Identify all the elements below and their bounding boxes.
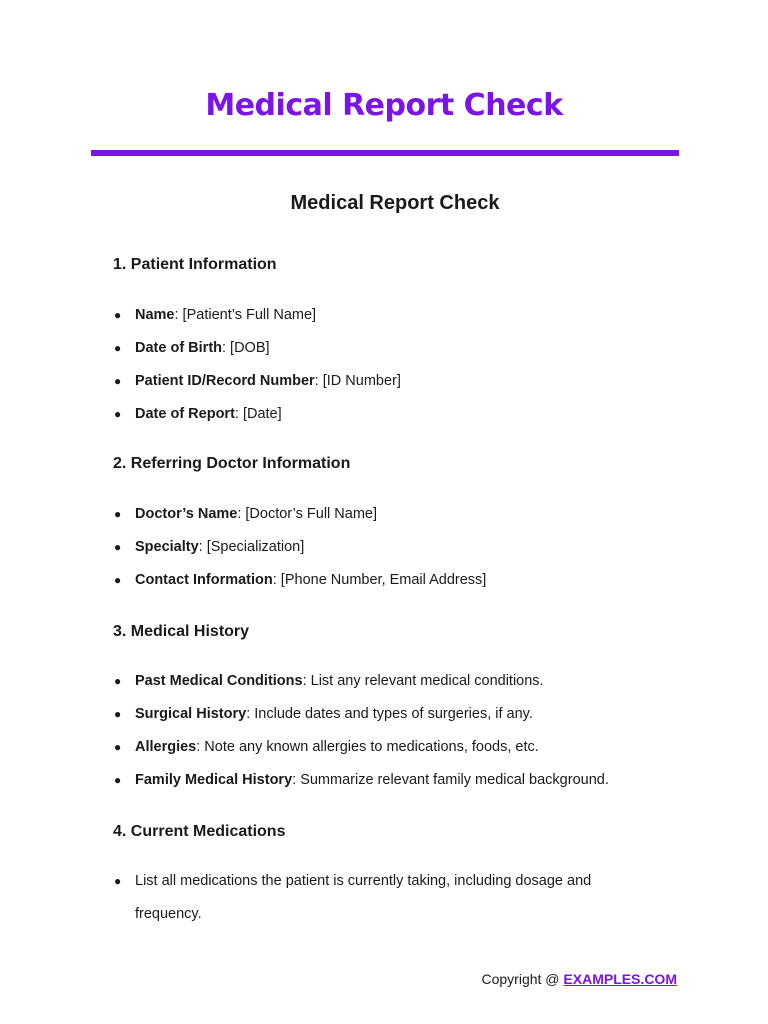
bullet-icon: ● bbox=[114, 874, 122, 888]
list-item bbox=[113, 365, 693, 398]
current-medications-list bbox=[113, 865, 633, 931]
item-term: Date of Report bbox=[135, 406, 235, 422]
item-text: : [Phone Number, Email Address] bbox=[272, 572, 487, 588]
item-text: : [Doctor’s Full Name] bbox=[237, 506, 378, 522]
referring-doctor-list bbox=[113, 498, 693, 597]
bullet-icon: ● bbox=[114, 740, 122, 754]
item-term: Doctor’s Name bbox=[135, 506, 238, 522]
examples-link[interactable]: EXAMPLES.COM bbox=[563, 971, 677, 987]
bullet-icon: ● bbox=[114, 407, 122, 421]
item-text: : [Specialization] bbox=[198, 539, 305, 555]
document-title: Medical Report Check bbox=[205, 88, 563, 123]
list-item bbox=[113, 764, 693, 797]
bullet-icon: ● bbox=[114, 374, 122, 388]
section-heading: 2. Referring Doctor Information bbox=[113, 455, 351, 472]
bullet-icon: ● bbox=[114, 707, 122, 721]
item-term: Allergies bbox=[135, 739, 197, 755]
bullet-icon: ● bbox=[114, 507, 122, 521]
item-term: Contact Information bbox=[135, 572, 273, 588]
bullet-icon: ● bbox=[114, 573, 122, 587]
list-item bbox=[113, 865, 633, 931]
item-text: : List any relevant medical conditions. bbox=[302, 673, 544, 689]
item-text: : Include dates and types of surgeries, if any. bbox=[246, 706, 533, 722]
section-heading: 1. Patient Information bbox=[113, 256, 277, 273]
list-item bbox=[113, 698, 693, 731]
copyright-text: Copyright @ bbox=[481, 971, 564, 987]
item-text: : [Patient’s Full Name] bbox=[174, 307, 317, 323]
item-text: List all medications the patient is currently taking, including dosage and frequency. bbox=[135, 873, 592, 922]
item-term: Name bbox=[135, 307, 175, 323]
item-text: : [ID Number] bbox=[314, 373, 401, 389]
section-current-medications bbox=[113, 820, 633, 931]
section-heading: 4. Current Medications bbox=[113, 823, 286, 840]
list-item bbox=[113, 498, 693, 531]
item-text: : [Date] bbox=[234, 406, 282, 422]
patient-information-list bbox=[113, 299, 693, 431]
list-item bbox=[113, 299, 693, 332]
list-item bbox=[113, 731, 693, 764]
bullet-icon: ● bbox=[114, 341, 122, 355]
list-item bbox=[113, 564, 693, 597]
item-text: : Summarize relevant family medical background. bbox=[292, 772, 609, 788]
title-divider bbox=[91, 150, 679, 156]
bullet-icon: ● bbox=[114, 308, 122, 322]
item-term: Date of Birth bbox=[135, 340, 222, 356]
list-item bbox=[113, 398, 693, 431]
item-term: Surgical History bbox=[135, 706, 247, 722]
list-item bbox=[113, 665, 693, 698]
bullet-icon: ● bbox=[114, 674, 122, 688]
document-subtitle: Medical Report Check bbox=[290, 192, 500, 214]
item-text: : Note any known allergies to medications, foods, etc. bbox=[196, 739, 539, 755]
item-term: Patient ID/Record Number bbox=[135, 373, 315, 389]
list-item bbox=[113, 531, 693, 564]
item-text: : [DOB] bbox=[222, 340, 270, 356]
medical-history-list bbox=[113, 665, 693, 797]
copyright-footer bbox=[482, 971, 678, 987]
section-medical-history bbox=[113, 620, 693, 797]
section-referring-doctor bbox=[113, 452, 693, 597]
bullet-icon: ● bbox=[114, 773, 122, 787]
list-item bbox=[113, 332, 693, 365]
bullet-icon: ● bbox=[114, 540, 122, 554]
section-patient-information bbox=[113, 253, 693, 431]
item-term: Family Medical History bbox=[135, 772, 293, 788]
section-heading: 3. Medical History bbox=[113, 623, 250, 640]
item-term: Specialty bbox=[135, 539, 199, 555]
item-term: Past Medical Conditions bbox=[135, 673, 303, 689]
